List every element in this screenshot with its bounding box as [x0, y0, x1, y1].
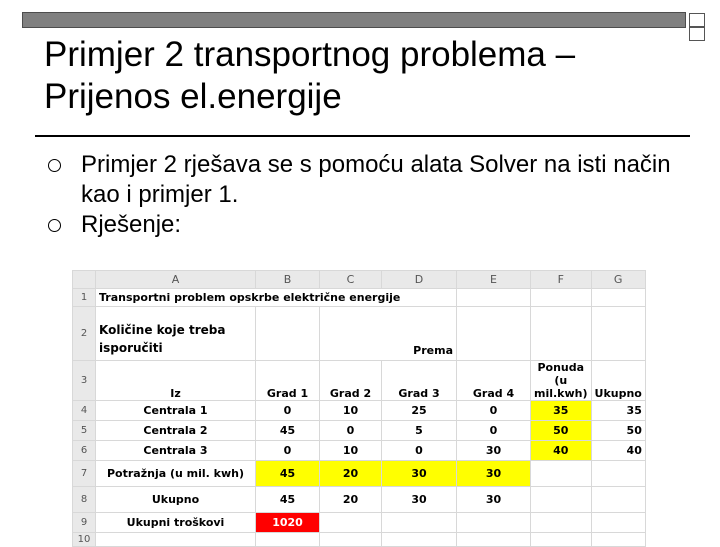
row-number[interactable]: 5 — [73, 421, 96, 441]
total-cell[interactable]: 30 — [457, 487, 531, 513]
column-header[interactable]: E — [457, 271, 531, 289]
row-number[interactable]: 10 — [73, 533, 96, 547]
quantities-label-cell[interactable]: Količine koje treba isporučiti — [96, 307, 256, 361]
empty-cell[interactable] — [531, 307, 592, 361]
table-row — [73, 421, 646, 441]
total-cell[interactable]: 30 — [382, 487, 457, 513]
title-divider — [35, 135, 690, 137]
column-header[interactable]: B — [256, 271, 320, 289]
column-header[interactable]: G — [591, 271, 645, 289]
empty-cell[interactable] — [531, 533, 592, 547]
slide-corner-decoration — [689, 13, 705, 41]
spreadsheet-screenshot — [72, 270, 652, 545]
bullet-text: Rješenje: — [81, 211, 182, 238]
total-cell[interactable]: 40 — [591, 441, 645, 461]
empty-cell[interactable] — [591, 513, 645, 533]
cost-label-cell[interactable]: Ukupni troškovi — [96, 513, 256, 533]
bullet-list — [48, 150, 688, 240]
column-header[interactable]: D — [382, 271, 457, 289]
header-cell[interactable]: Iz — [96, 361, 256, 401]
value-cell[interactable]: 0 — [457, 421, 531, 441]
sheet-title-cell[interactable]: Transportni problem opskrbe električne energije — [96, 289, 457, 307]
prema-cell[interactable]: Prema — [320, 307, 457, 361]
bullet-item — [48, 150, 688, 210]
row-number[interactable]: 1 — [73, 289, 96, 307]
table-row — [73, 513, 646, 533]
row-number[interactable]: 7 — [73, 461, 96, 487]
empty-cell[interactable] — [591, 487, 645, 513]
header-cell[interactable]: Grad 2 — [320, 361, 382, 401]
value-cell[interactable]: 0 — [256, 401, 320, 421]
empty-cell[interactable] — [457, 289, 531, 307]
header-cell[interactable]: Grad 4 — [457, 361, 531, 401]
value-cell[interactable]: 0 — [457, 401, 531, 421]
empty-cell[interactable] — [256, 533, 320, 547]
column-header[interactable]: A — [96, 271, 256, 289]
header-cell[interactable]: Ukupno — [591, 361, 645, 401]
value-cell[interactable]: 0 — [256, 441, 320, 461]
total-label-cell[interactable]: Ukupno — [96, 487, 256, 513]
row-label-cell[interactable]: Centrala 3 — [96, 441, 256, 461]
total-cell[interactable]: 20 — [320, 487, 382, 513]
empty-cell[interactable] — [531, 513, 592, 533]
demand-cell[interactable]: 30 — [382, 461, 457, 487]
corner-square-icon — [689, 13, 705, 27]
supply-cell[interactable]: 35 — [531, 401, 592, 421]
value-cell[interactable]: 0 — [382, 441, 457, 461]
row-number[interactable]: 4 — [73, 401, 96, 421]
empty-cell[interactable] — [382, 533, 457, 547]
table-row — [73, 289, 646, 307]
empty-cell[interactable] — [531, 487, 592, 513]
value-cell[interactable]: 25 — [382, 401, 457, 421]
header-cell[interactable]: Grad 3 — [382, 361, 457, 401]
empty-cell[interactable] — [531, 289, 592, 307]
empty-cell[interactable] — [591, 533, 645, 547]
bullet-item — [48, 210, 688, 240]
row-number[interactable]: 2 — [73, 307, 96, 361]
supply-cell[interactable]: 50 — [531, 421, 592, 441]
empty-cell[interactable] — [96, 533, 256, 547]
row-number[interactable]: 9 — [73, 513, 96, 533]
row-number[interactable]: 3 — [73, 361, 96, 401]
empty-cell[interactable] — [320, 533, 382, 547]
column-header[interactable]: C — [320, 271, 382, 289]
demand-cell[interactable]: 20 — [320, 461, 382, 487]
empty-cell[interactable] — [320, 513, 382, 533]
bullet-text: Primjer 2 rješava se s pomoću alata Solver na isti način kao i primjer 1. — [81, 151, 671, 208]
header-cell[interactable]: Grad 1 — [256, 361, 320, 401]
empty-cell[interactable] — [457, 513, 531, 533]
bullet-circle-icon — [48, 159, 61, 172]
select-all-corner[interactable] — [73, 271, 96, 289]
demand-cell[interactable]: 30 — [457, 461, 531, 487]
row-label-cell[interactable]: Centrala 1 — [96, 401, 256, 421]
empty-cell[interactable] — [256, 307, 320, 361]
spreadsheet-grid — [72, 270, 646, 547]
empty-cell[interactable] — [591, 289, 645, 307]
value-cell[interactable]: 0 — [320, 421, 382, 441]
table-row — [73, 533, 646, 547]
table-row — [73, 487, 646, 513]
total-cell[interactable]: 35 — [591, 401, 645, 421]
column-header[interactable]: F — [531, 271, 592, 289]
row-number[interactable]: 8 — [73, 487, 96, 513]
empty-cell[interactable] — [591, 307, 645, 361]
slide-title: Primjer 2 transportnog problema – Prijenos el.energije — [44, 35, 576, 116]
cost-cell[interactable]: 1020 — [256, 513, 320, 533]
empty-cell[interactable] — [591, 461, 645, 487]
table-row — [73, 461, 646, 487]
row-number[interactable]: 6 — [73, 441, 96, 461]
table-row — [73, 307, 646, 361]
empty-cell[interactable] — [457, 533, 531, 547]
empty-cell[interactable] — [457, 307, 531, 361]
empty-cell[interactable] — [531, 461, 592, 487]
table-row — [73, 401, 646, 421]
value-cell[interactable]: 5 — [382, 421, 457, 441]
value-cell[interactable]: 30 — [457, 441, 531, 461]
supply-cell[interactable]: 40 — [531, 441, 592, 461]
table-row — [73, 361, 646, 401]
demand-label-cell[interactable]: Potražnja (u mil. kwh) — [96, 461, 256, 487]
demand-cell[interactable]: 45 — [256, 461, 320, 487]
value-cell[interactable]: 10 — [320, 441, 382, 461]
header-cell[interactable]: Ponuda (u mil.kwh) — [531, 361, 592, 401]
value-cell[interactable]: 10 — [320, 401, 382, 421]
empty-cell[interactable] — [382, 513, 457, 533]
row-label-cell[interactable]: Centrala 2 — [96, 421, 256, 441]
total-cell[interactable]: 45 — [256, 487, 320, 513]
total-cell[interactable]: 50 — [591, 421, 645, 441]
bullet-circle-icon — [48, 219, 61, 232]
value-cell[interactable]: 45 — [256, 421, 320, 441]
table-row — [73, 441, 646, 461]
corner-square-icon — [689, 27, 705, 41]
column-header-row — [73, 271, 646, 289]
slide-top-bar — [22, 12, 686, 28]
